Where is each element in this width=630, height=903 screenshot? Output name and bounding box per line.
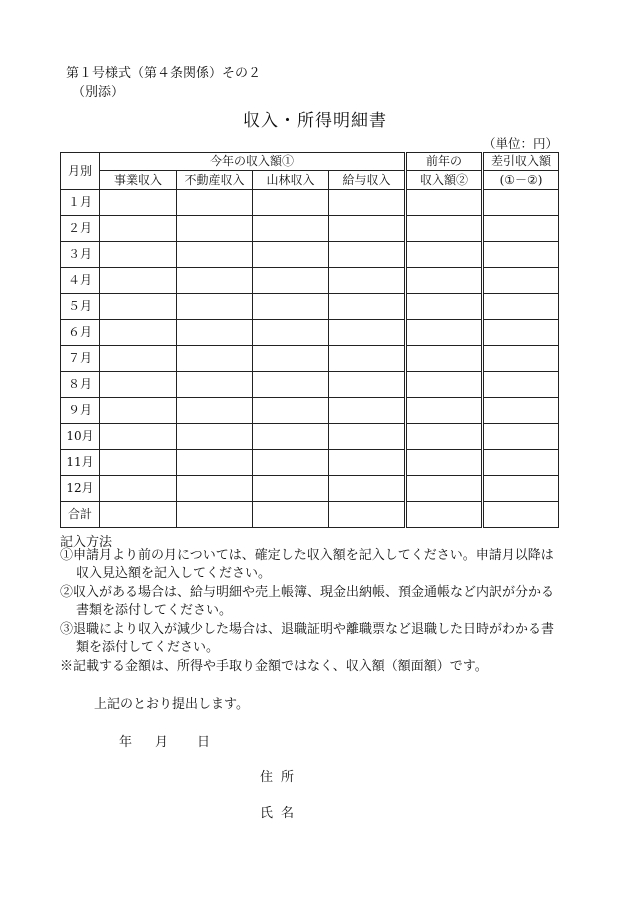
diff-income-cell[interactable] <box>483 242 559 268</box>
forest-income-cell[interactable] <box>253 190 329 216</box>
business-income-cell[interactable] <box>100 398 177 424</box>
prev-year-income-cell[interactable] <box>406 190 483 216</box>
table-row <box>61 476 559 502</box>
note-3-line1: ③退職により収入が減少した場合は、退職証明や離職票など退職した日時がわかる書 <box>60 622 555 637</box>
prev-year-income-cell[interactable] <box>406 502 483 528</box>
salary-income-cell[interactable] <box>329 268 406 294</box>
business-income-cell[interactable] <box>100 216 177 242</box>
salary-income-cell[interactable] <box>329 450 406 476</box>
forest-income-cell[interactable] <box>253 450 329 476</box>
submit-statement: 上記のとおり提出します。 <box>94 697 249 712</box>
month-label: 11月 <box>61 450 100 476</box>
note-1-line2: 収入見込額を記入してください。 <box>76 566 272 581</box>
current-year-header: 今年の収入額① <box>100 153 406 171</box>
prev-year-header-line2: 収入額② <box>406 171 483 190</box>
month-label: ５月 <box>61 294 100 320</box>
prev-year-income-cell[interactable] <box>406 320 483 346</box>
note-3-line2: 類を添付してください。 <box>76 640 220 655</box>
instruction-note-3 <box>60 621 560 657</box>
prev-year-income-cell[interactable] <box>406 476 483 502</box>
real-estate-income-cell[interactable] <box>177 476 253 502</box>
unit-label: （単位：円） <box>482 136 558 151</box>
note-1-line1: ①申請月より前の月については、確定した収入額を記入してください。申請月以降は <box>60 548 554 563</box>
month-label: ９月 <box>61 398 100 424</box>
instructions-title: 記入方法 <box>60 535 113 550</box>
prev-year-header-line1: 前年の <box>406 153 483 171</box>
table-row <box>61 450 559 476</box>
table-row <box>61 294 559 320</box>
year-label: 年 <box>119 735 133 750</box>
business-income-cell[interactable] <box>100 242 177 268</box>
month-label: 合計 <box>61 502 100 528</box>
forest-income-cell[interactable] <box>253 476 329 502</box>
attachment-label: （別添） <box>72 85 125 100</box>
prev-year-income-cell[interactable] <box>406 346 483 372</box>
salary-income-cell[interactable] <box>329 476 406 502</box>
prev-year-income-cell[interactable] <box>406 268 483 294</box>
business-income-cell[interactable] <box>100 372 177 398</box>
real-estate-income-cell[interactable] <box>177 190 253 216</box>
month-header: 月別 <box>61 153 100 190</box>
salary-income-cell[interactable] <box>329 242 406 268</box>
real-estate-income-header: 不動産収入 <box>177 171 253 190</box>
forest-income-cell[interactable] <box>253 242 329 268</box>
forest-income-header: 山林収入 <box>253 171 329 190</box>
prev-year-income-cell[interactable] <box>406 424 483 450</box>
salary-income-cell[interactable] <box>329 320 406 346</box>
salary-income-cell[interactable] <box>329 398 406 424</box>
income-table <box>60 152 559 528</box>
forest-income-cell[interactable] <box>253 320 329 346</box>
forest-income-cell[interactable] <box>253 398 329 424</box>
business-income-cell[interactable] <box>100 346 177 372</box>
month-label: 10月 <box>61 424 100 450</box>
diff-income-cell[interactable] <box>483 268 559 294</box>
business-income-cell[interactable] <box>100 450 177 476</box>
salary-income-cell[interactable] <box>329 346 406 372</box>
salary-income-cell[interactable] <box>329 372 406 398</box>
prev-year-income-cell[interactable] <box>406 398 483 424</box>
day-label: 日 <box>197 735 211 750</box>
table-row <box>61 424 559 450</box>
business-income-cell[interactable] <box>100 320 177 346</box>
prev-year-income-cell[interactable] <box>406 242 483 268</box>
diff-income-cell[interactable] <box>483 424 559 450</box>
real-estate-income-cell[interactable] <box>177 398 253 424</box>
real-estate-income-cell[interactable] <box>177 424 253 450</box>
real-estate-income-cell[interactable] <box>177 346 253 372</box>
business-income-cell[interactable] <box>100 294 177 320</box>
month-label: ３月 <box>61 242 100 268</box>
business-income-header: 事業収入 <box>100 171 177 190</box>
business-income-cell[interactable] <box>100 476 177 502</box>
diff-income-cell[interactable] <box>483 398 559 424</box>
business-income-cell[interactable] <box>100 190 177 216</box>
salary-income-header: 給与収入 <box>329 171 406 190</box>
instruction-note-4 <box>60 658 560 676</box>
month-label: ４月 <box>61 268 100 294</box>
diff-income-cell[interactable] <box>483 450 559 476</box>
month-label: ８月 <box>61 372 100 398</box>
forest-income-cell[interactable] <box>253 424 329 450</box>
forest-income-cell[interactable] <box>253 268 329 294</box>
diff-income-cell[interactable] <box>483 346 559 372</box>
diff-income-cell[interactable] <box>483 190 559 216</box>
instruction-note-2 <box>60 584 560 620</box>
month-label: ７月 <box>61 346 100 372</box>
real-estate-income-cell[interactable] <box>177 242 253 268</box>
name-label: 氏名 <box>260 806 303 821</box>
diff-income-cell[interactable] <box>483 294 559 320</box>
date-line <box>119 731 210 750</box>
note-4-line1: ※記載する金額は、所得や手取り金額ではなく、収入額（額面額）です。 <box>60 659 488 674</box>
table-row <box>61 190 559 216</box>
month-label: ６月 <box>61 320 100 346</box>
diff-header-line2: (①－②) <box>483 171 559 190</box>
note-2-line2: 書類を添付してください。 <box>76 603 233 618</box>
real-estate-income-cell[interactable] <box>177 294 253 320</box>
table-row <box>61 346 559 372</box>
real-estate-income-cell[interactable] <box>177 450 253 476</box>
table-row <box>61 502 559 528</box>
diff-income-cell[interactable] <box>483 320 559 346</box>
table-row <box>61 398 559 424</box>
month-label: 12月 <box>61 476 100 502</box>
table-row <box>61 268 559 294</box>
business-income-cell[interactable] <box>100 424 177 450</box>
real-estate-income-cell[interactable] <box>177 216 253 242</box>
salary-income-cell[interactable] <box>329 190 406 216</box>
salary-income-cell[interactable] <box>329 294 406 320</box>
month-label: 月 <box>155 735 169 750</box>
diff-income-cell[interactable] <box>483 372 559 398</box>
instruction-note-1 <box>60 547 560 583</box>
forest-income-cell[interactable] <box>253 502 329 528</box>
form-number: 第１号様式（第４条関係）その２ <box>66 66 262 81</box>
salary-income-cell[interactable] <box>329 424 406 450</box>
real-estate-income-cell[interactable] <box>177 268 253 294</box>
prev-year-income-cell[interactable] <box>406 294 483 320</box>
prev-year-income-cell[interactable] <box>406 372 483 398</box>
business-income-cell[interactable] <box>100 268 177 294</box>
salary-income-cell[interactable] <box>329 216 406 242</box>
table-row <box>61 372 559 398</box>
diff-income-cell[interactable] <box>483 502 559 528</box>
month-label: １月 <box>61 190 100 216</box>
month-label: ２月 <box>61 216 100 242</box>
business-income-cell[interactable] <box>100 502 177 528</box>
real-estate-income-cell[interactable] <box>177 502 253 528</box>
forest-income-cell[interactable] <box>253 346 329 372</box>
forest-income-cell[interactable] <box>253 294 329 320</box>
prev-year-income-cell[interactable] <box>406 216 483 242</box>
prev-year-income-cell[interactable] <box>406 450 483 476</box>
real-estate-income-cell[interactable] <box>177 372 253 398</box>
forest-income-cell[interactable] <box>253 372 329 398</box>
forest-income-cell[interactable] <box>253 216 329 242</box>
salary-income-cell[interactable] <box>329 502 406 528</box>
address-label: 住所 <box>260 770 303 785</box>
document-title: 収入・所得明細書 <box>243 111 387 131</box>
diff-income-cell[interactable] <box>483 476 559 502</box>
diff-income-cell[interactable] <box>483 216 559 242</box>
diff-header-line1: 差引収入額 <box>483 153 559 171</box>
table-row <box>61 242 559 268</box>
note-2-line1: ②収入がある場合は、給与明細や売上帳簿、現金出納帳、預金通帳など内訳が分かる <box>60 585 555 600</box>
real-estate-income-cell[interactable] <box>177 320 253 346</box>
table-row <box>61 216 559 242</box>
table-row <box>61 320 559 346</box>
